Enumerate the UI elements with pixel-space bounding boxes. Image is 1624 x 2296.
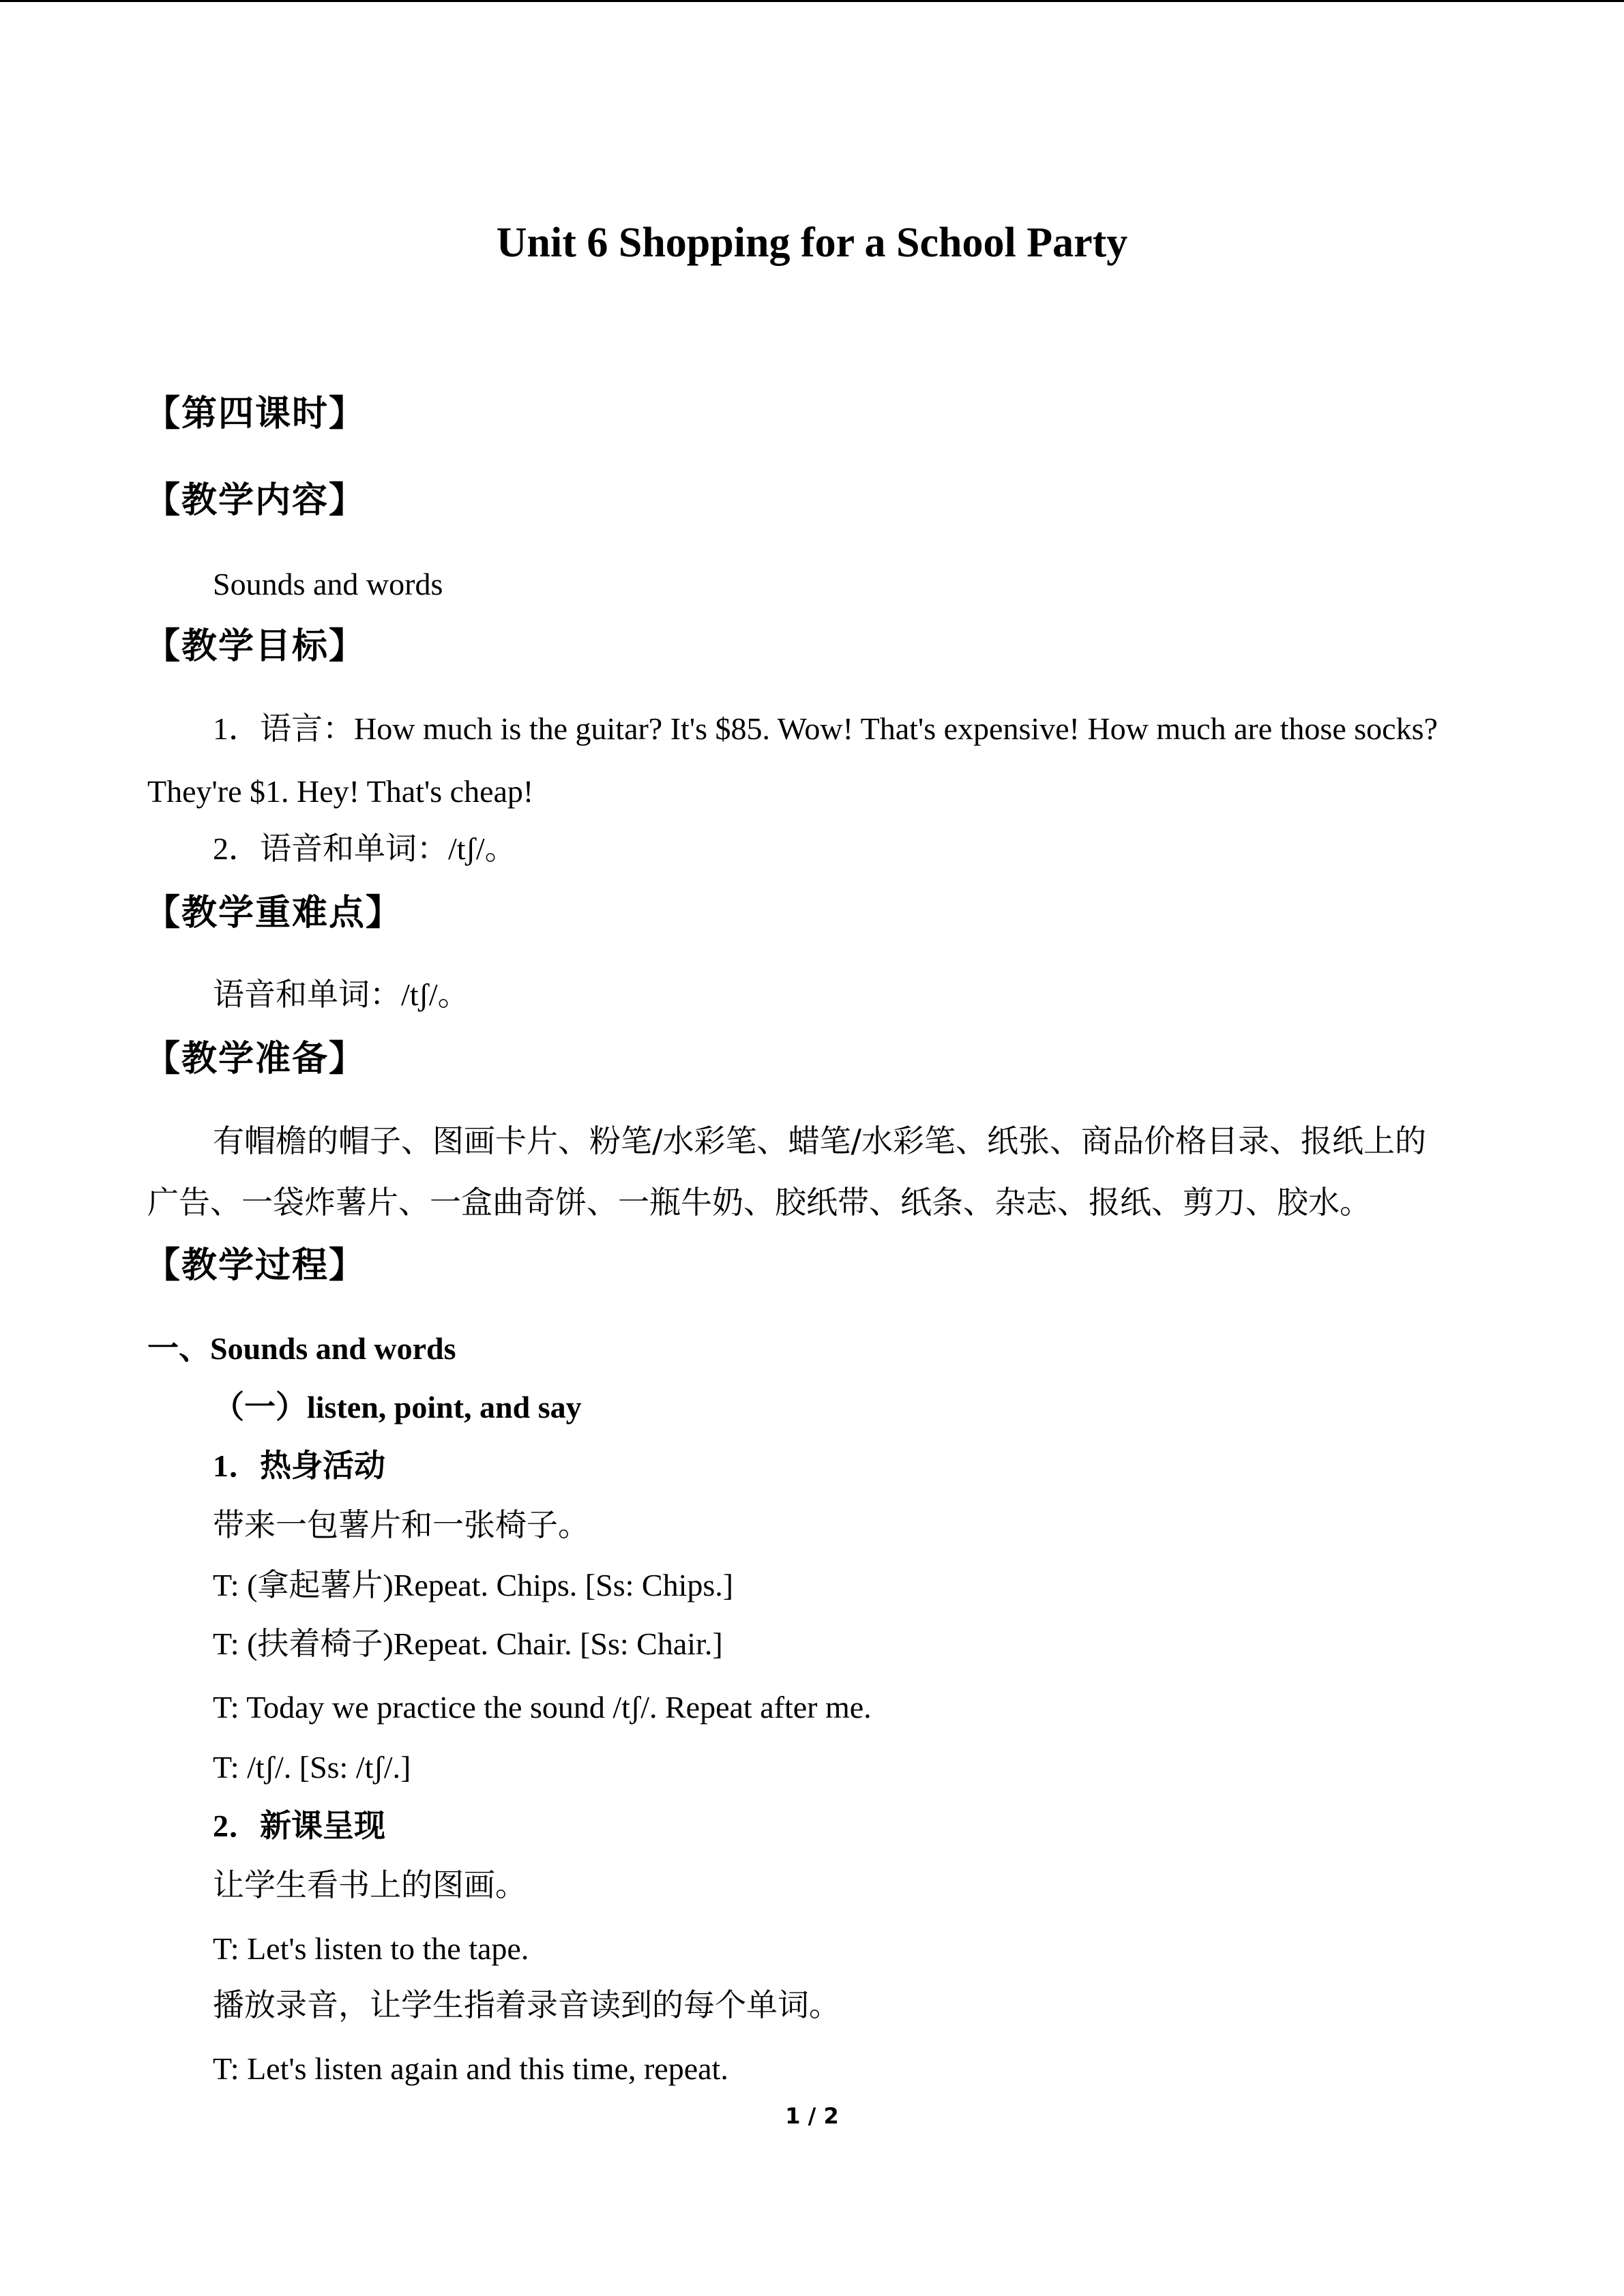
- step-1-line-4: T: Today we practice the sound /tʃ/. Repeat after me.: [213, 1690, 872, 1725]
- goals-heading: 【教学目标】: [145, 626, 366, 667]
- subsection-listen-point-say: （一）listen, point, and say: [213, 1390, 582, 1425]
- content-heading: 【教学内容】: [145, 480, 366, 521]
- page-title: Unit 6 Shopping for a School Party: [496, 220, 1128, 266]
- step-2-line-1: 让学生看书上的图画。: [213, 1868, 527, 1903]
- goal-1-line-2: They're $1. Hey! That's cheap!: [147, 774, 534, 809]
- step-warm-up: 1．热身活动: [213, 1448, 385, 1483]
- process-heading: 【教学过程】: [145, 1245, 366, 1286]
- step-2-line-2: T: Let's listen to the tape.: [213, 1931, 529, 1966]
- step-1-line-2: T: (拿起薯片)Repeat. Chips. [Ss: Chips.]: [213, 1568, 734, 1602]
- key-points-heading: 【教学重难点】: [145, 893, 403, 934]
- preparation-line-1: 有帽檐的帽子、图画卡片、粉笔/水彩笔、蜡笔/水彩笔、纸张、商品价格目录、报纸上的: [213, 1122, 1426, 1159]
- step-2-line-4: T: Let's listen again and this time, repeat.: [213, 2051, 728, 2086]
- lesson-label: 【第四课时】: [145, 393, 366, 434]
- goal-1-line-1: 1．语言：How much is the guitar? It's $85. Wow! That's expensive! How much are those socks?: [213, 711, 1438, 746]
- step-2-line-3: 播放录音，让学生指着录音读到的每个单词。: [213, 1988, 840, 2023]
- step-1-line-3: T: (扶着椅子)Repeat. Chair. [Ss: Chair.]: [213, 1626, 723, 1661]
- step-new-lesson: 2．新课呈现: [213, 1808, 385, 1843]
- step-1-line-5: T: /tʃ/. [Ss: /tʃ/.]: [213, 1750, 411, 1785]
- goal-2: 2．语音和单词：/tʃ/。: [213, 831, 516, 866]
- preparation-line-2: 广告、一袋炸薯片、一盒曲奇饼、一瓶牛奶、胶纸带、纸条、杂志、报纸、剪刀、胶水。: [147, 1184, 1371, 1221]
- section-sounds-and-words: 一、Sounds and words: [147, 1331, 456, 1366]
- top-border: [0, 0, 1624, 2]
- page-number: 1 / 2: [785, 2103, 839, 2129]
- preparation-heading: 【教学准备】: [145, 1039, 366, 1079]
- content-text: Sounds and words: [213, 567, 443, 601]
- step-1-line-1: 带来一包薯片和一张椅子。: [213, 1508, 589, 1542]
- key-points-text: 语音和单词：/tʃ/。: [213, 977, 469, 1012]
